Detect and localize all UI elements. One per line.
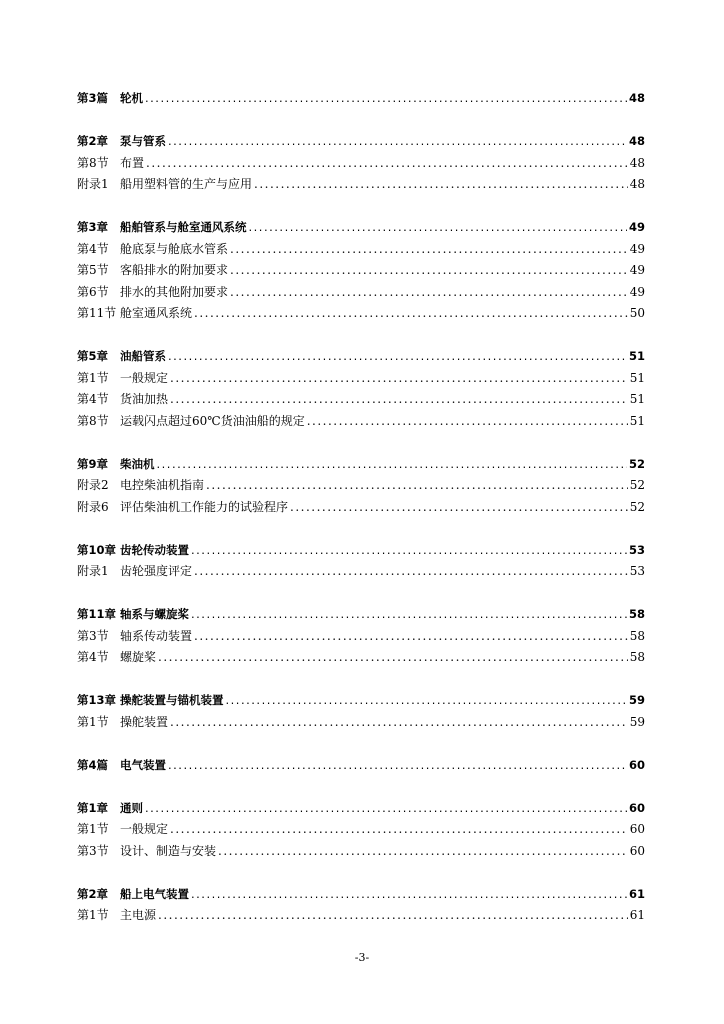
toc-entry-number: 第3章 [77,220,109,234]
toc-leader-dots [168,755,627,777]
toc-leader-dots [158,647,628,669]
toc-entry-title: 轴系与螺旋桨 [120,607,189,621]
toc-entry-number: 第5节 [77,263,109,277]
toc-entry[interactable] [77,346,645,368]
toc-entry[interactable] [77,604,645,626]
toc-entry-number: 第11章 [77,607,117,621]
toc-entry[interactable] [77,88,645,110]
toc-entry-title: 主电源 [120,908,157,922]
toc-entry-page: 48 [629,155,645,170]
toc-entry-title: 柴油机 [120,456,155,471]
toc-entry[interactable] [77,626,645,648]
toc-entry[interactable] [77,475,645,497]
toc-leader-dots [230,282,628,304]
toc-entry-page: 50 [629,306,645,320]
toc-entry-title: 船舶管系与舱室通风系统 [120,220,247,234]
toc-entry-page: 48 [628,134,645,148]
toc-entry[interactable] [77,561,645,583]
toc-entry-number: 第1节 [77,908,109,922]
toc-entry-page: 48 [629,177,645,191]
toc-entry-page: 59 [628,693,645,707]
toc-entry-title: 泵与管系 [120,134,166,148]
toc-entry[interactable] [77,647,645,669]
toc-entry-title: 轴系传动装置 [120,628,193,643]
toc-entry-page: 51 [629,413,645,428]
toc-entry-number: 附录1 [77,564,109,578]
toc-entry-number: 第1节 [77,370,109,385]
toc-entry[interactable] [77,798,645,820]
toc-entry-title: 排水的其他附加要求 [120,284,229,299]
toc-entry-title: 评估柴油机工作能力的试验程序 [120,499,289,514]
toc-entry-page: 48 [628,91,645,105]
toc-entry-page: 58 [629,650,645,664]
toc-leader-dots [191,540,627,562]
toc-entry[interactable] [77,690,645,712]
toc-entry[interactable] [77,454,645,476]
toc-entry-number: 第8节 [77,413,109,428]
toc-entry-title: 齿轮强度评定 [120,564,193,578]
toc-entry-page: 49 [629,241,645,256]
toc-entry-number: 第11节 [77,306,117,320]
toc-entry-title: 客船排水的附加要求 [120,263,229,277]
toc-entry-page: 60 [629,822,645,836]
toc-entry-title: 通则 [120,800,143,815]
toc-entry[interactable] [77,905,645,927]
toc-entry-title: 布置 [120,155,145,170]
toc-entry-title: 运载闪点超过60℃货油油船的规定 [120,413,305,428]
toc-entry[interactable] [77,411,645,433]
toc-entry[interactable] [77,260,645,282]
toc-entry-number: 第1节 [77,714,109,729]
toc-leader-dots [218,841,628,863]
toc-entry[interactable] [77,239,645,261]
toc-entry-number: 第2章 [77,886,109,901]
toc-entry-title: 舱室通风系统 [120,306,193,320]
toc-leader-dots [170,712,628,734]
toc-entry-page: 58 [628,607,645,621]
page-number: -3- [354,951,370,964]
toc-entry-number: 第4节 [77,241,109,256]
toc-entry-page: 52 [629,499,645,514]
toc-entry-title: 操舵装置 [120,714,169,729]
toc-leader-dots [226,690,627,712]
toc-entry-number: 第5章 [77,349,109,363]
toc-entry-number: 第10章 [77,542,117,557]
toc-leader-dots [145,798,627,820]
toc-entry-title: 电控柴油机指南 [120,478,205,492]
toc-leader-dots [230,260,628,282]
toc-entry[interactable] [77,884,645,906]
toc-entry-page: 59 [629,714,645,729]
toc-entry-title: 设计、制造与安装 [120,843,217,858]
toc-entry-title: 舱底泵与舱底水管系 [120,241,229,256]
toc-entry[interactable] [77,819,645,841]
toc-entry[interactable] [77,282,645,304]
toc-leader-dots [191,884,627,906]
toc-entry[interactable] [77,303,645,325]
toc-entry-page: 60 [628,757,645,772]
toc-entry-page: 60 [629,843,645,858]
toc-entry-number: 第1节 [77,822,109,836]
toc-entry-number: 第3篇 [77,91,109,105]
toc-leader-dots [168,131,627,153]
toc-entry-number: 附录2 [77,478,109,492]
toc-leader-dots [170,819,628,841]
toc-leader-dots [191,604,627,626]
toc-entry-number: 第4节 [77,392,109,406]
toc-entry-title: 操舵装置与锚机装置 [120,693,224,707]
toc-leader-dots [206,475,628,497]
toc-entry-number: 第4节 [77,650,109,664]
toc-entry-page: 49 [629,284,645,299]
toc-entry-page: 51 [628,349,645,363]
toc-entry-number: 第2章 [77,134,109,148]
toc-entry-page: 53 [628,542,645,557]
toc-entry[interactable] [77,217,645,239]
toc-entry-page: 51 [629,370,645,385]
toc-entry[interactable] [77,841,645,863]
toc-leader-dots [168,346,627,368]
toc-entry[interactable] [77,755,645,777]
toc-entry[interactable] [77,389,645,411]
toc-entry-number: 第3节 [77,843,109,858]
toc-leader-dots [290,497,628,519]
toc-entry-number: 第3节 [77,628,109,643]
toc-entry-title: 齿轮传动装置 [120,542,189,557]
toc-entry-title: 一般规定 [120,822,169,836]
toc-entry-title: 油船管系 [120,349,166,363]
toc-entry-page: 61 [629,908,645,922]
toc-leader-dots [146,153,628,175]
toc-entry[interactable] [77,153,645,175]
toc-entry-number: 第4篇 [77,757,109,772]
toc-entry[interactable] [77,712,645,734]
toc-entry-page: 60 [628,800,645,815]
toc-entry-page: 61 [628,886,645,901]
toc-leader-dots [157,454,627,476]
toc-entry-page: 58 [629,628,645,643]
toc-entry-number: 第9章 [77,456,109,471]
toc-entry-number: 第1章 [77,800,109,815]
toc-entry-title: 螺旋桨 [120,650,157,664]
toc-leader-dots [254,174,628,196]
toc-leader-dots [194,561,628,583]
toc-entry-number: 附录1 [77,177,109,191]
toc-entry-title: 电气装置 [120,757,166,772]
toc-entry-title: 一般规定 [120,370,169,385]
toc-leader-dots [230,239,628,261]
toc-entry-page: 52 [628,456,645,471]
toc-leader-dots [194,626,628,648]
toc-leader-dots [158,905,628,927]
toc-leader-dots [249,217,627,239]
toc-entry[interactable] [77,497,645,519]
toc-leader-dots [170,368,628,390]
toc-entry[interactable] [77,174,645,196]
toc-entry-page: 49 [629,263,645,277]
toc-leader-dots [145,88,627,110]
toc-leader-dots [307,411,628,433]
toc-entry-number: 附录6 [77,499,109,514]
toc-entry-number: 第6节 [77,284,109,299]
toc-entry-title: 船上电气装置 [120,886,189,901]
toc-leader-dots [194,303,628,325]
table-of-contents [77,88,645,927]
toc-entry[interactable] [77,540,645,562]
toc-entry-page: 51 [629,392,645,406]
toc-entry[interactable] [77,368,645,390]
toc-entry-number: 第8节 [77,155,109,170]
toc-entry-page: 52 [629,478,645,492]
toc-leader-dots [170,389,628,411]
toc-entry-page: 49 [628,220,645,234]
toc-entry-title: 轮机 [120,91,143,105]
toc-entry-title: 货油加热 [120,392,169,406]
toc-entry-title: 船用塑料管的生产与应用 [120,177,253,191]
toc-entry[interactable] [77,131,645,153]
toc-entry-number: 第13章 [77,693,117,707]
toc-entry-page: 53 [629,564,645,578]
